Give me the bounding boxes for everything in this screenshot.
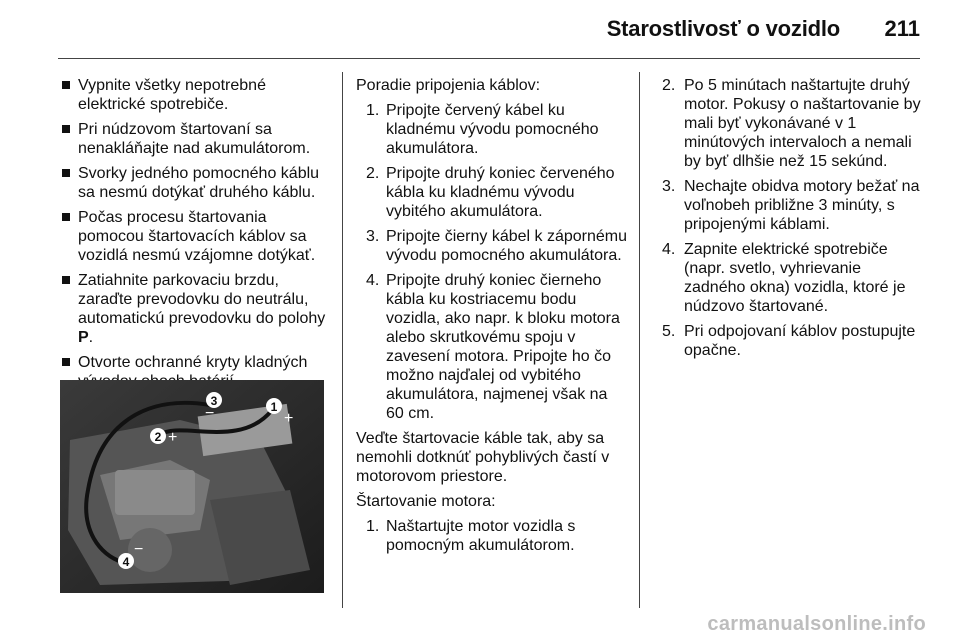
list-item: Svorky jedného pomocného káblu sa nesmú dotýkať druhého káblu.: [60, 164, 330, 202]
list-item: Počas procesu štartovania pomocou štartovacích káblov sa vozidlá nesmú vzájomne dotýkať.: [60, 208, 330, 265]
svg-text:1: 1: [270, 400, 278, 414]
bullet-square-icon: [62, 81, 70, 89]
list-item: 2. Po 5 minútach naštartujte druhý motor. Pokusy o naštartovanie by mali byť vykonávané v 1 minútových intervaloch a nemali by byť dlhšie než 15 sekúnd.: [662, 77, 921, 170]
list-item: 3. Nechajte obidva motory bežať na voľnobeh približne 3 minúty, s pripojenými káblami.: [662, 178, 920, 233]
svg-text:−: −: [205, 405, 215, 422]
cable-routing-paragraph: Veďte štartovacie káble tak, aby sa nemohli dotknúť pohyblivých častí v motorovom priestore.: [356, 430, 610, 485]
list-item: Zatiahnite parkovaciu brzdu, zaraďte prevodovku do neutrálu, automatickú prevodovku do polohy P.: [60, 271, 330, 347]
svg-text:+: +: [168, 429, 178, 446]
engine-start-heading: Štartovanie motora:: [356, 493, 496, 510]
header-rule: [58, 58, 920, 59]
column-right: [662, 76, 924, 366]
list-item: 5. Pri odpojovaní káblov postupujte opačne.: [662, 323, 916, 359]
bullet-square-icon: [62, 125, 70, 133]
page-number: 211: [884, 16, 920, 41]
start-steps-list: [356, 517, 628, 555]
column-divider-1: [342, 72, 343, 608]
safety-bullet-list: [60, 76, 330, 391]
list-item: Otvorte ochranné kryty kladných: [60, 353, 330, 391]
engine-bay-illustration: [60, 380, 324, 593]
connection-steps-list: [356, 101, 628, 423]
bullet-square-icon: [62, 169, 70, 177]
svg-text:+: +: [284, 410, 294, 427]
list-item: 3. Pripojte čierny kábel k zápornému vývodu pomocného akumulátora.: [366, 228, 628, 264]
column-middle: [356, 76, 628, 561]
list-item: 2. Pripojte druhý koniec červeného kábla ku kladnému vývodu vybitého akumulátora.: [366, 165, 615, 220]
svg-text:3: 3: [210, 394, 218, 408]
svg-text:−: −: [134, 541, 144, 558]
bullet-square-icon: [62, 358, 70, 366]
watermark: carmanualsonline.info: [707, 613, 926, 635]
bullet-square-icon: [62, 213, 70, 221]
list-item: 1. Naštartujte motor vozidla s pomocným akumulátorom.: [366, 518, 576, 554]
svg-text:2: 2: [154, 430, 162, 444]
list-item: 1. Pripojte červený kábel ku kladnému vývodu pomocného akumulátora.: [366, 102, 599, 157]
list-item: Vypnite všetky nepotrebné elektrické spotrebiče.: [60, 76, 330, 114]
column-left: [60, 76, 330, 397]
page-title: Starostlivosť o vozidlo: [606, 16, 840, 41]
list-item: Pri núdzovom štartovaní sa nenakláňajte nad akumulátorom.: [60, 120, 330, 158]
bullet-square-icon: [62, 276, 70, 284]
list-item: 4. Zapnite elektrické spotrebiče (napr. svetlo, vyhrievanie zadného okna) vozidla, ktoré je núdzovo štartované.: [662, 241, 906, 315]
svg-text:4: 4: [122, 555, 130, 569]
list-item: 4. Pripojte druhý koniec čierneho kábla ku kostriacemu bodu vozidla, ako napr. k bloku motora alebo skrutkovému spoju v zavesení motora. Pripojte ho čo možno najďalej od vybitého akumulátora, najmenej však na 60 cm.: [366, 272, 620, 422]
start-steps-continued-list: [662, 76, 924, 360]
column-divider-2: [639, 72, 640, 608]
connection-order-intro: Poradie pripojenia káblov:: [356, 77, 541, 94]
jump-start-figure: [60, 380, 324, 593]
